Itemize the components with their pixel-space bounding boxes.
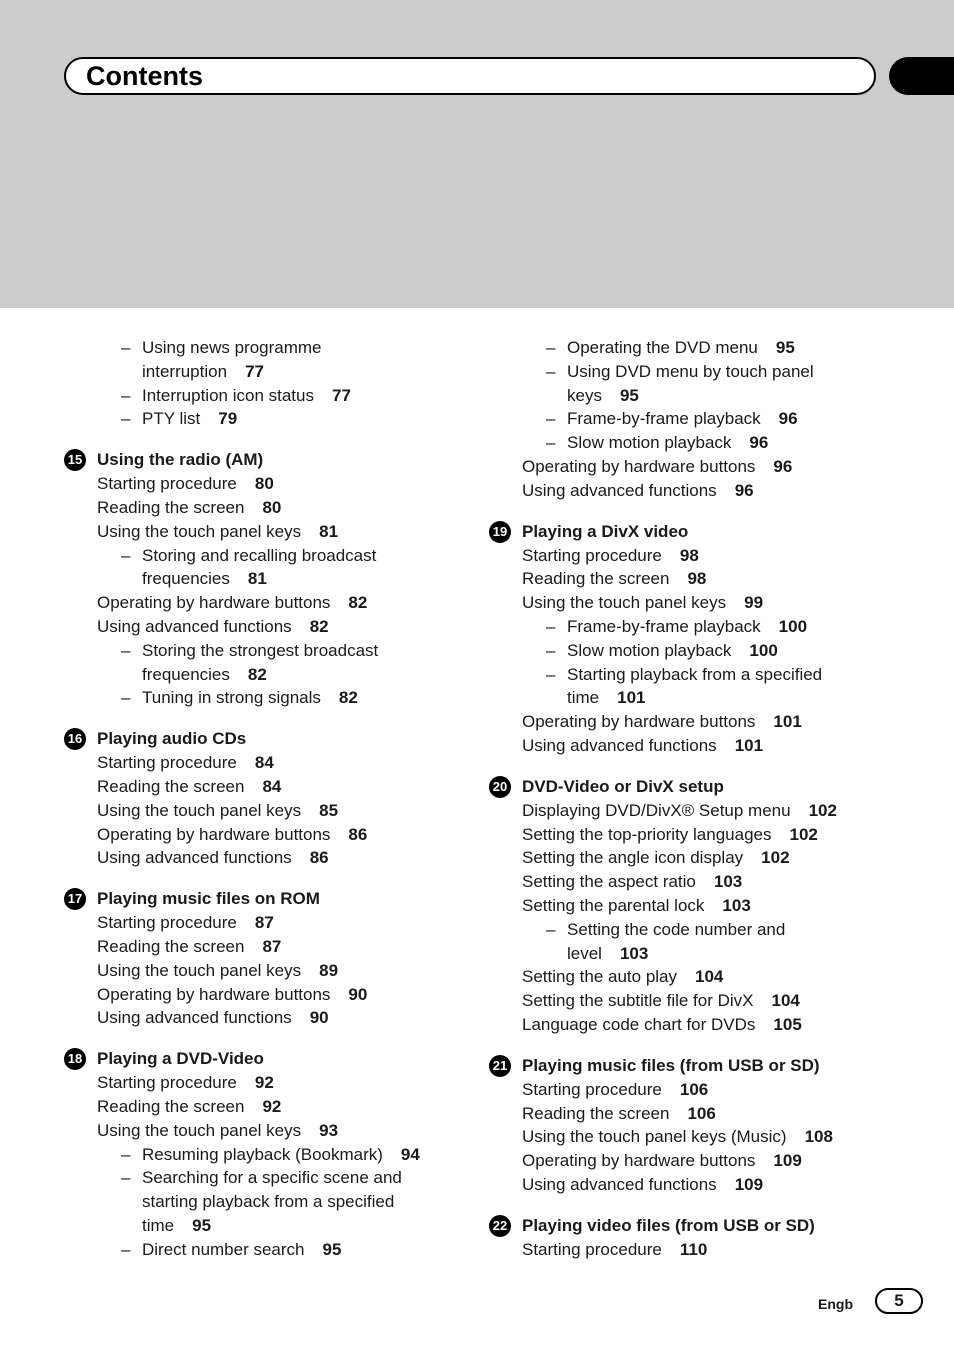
entry-page-number: 106 bbox=[687, 1103, 716, 1123]
section-tab-marker bbox=[889, 57, 954, 95]
section-number-badge: 16 bbox=[64, 728, 86, 750]
dash-bullet: – bbox=[121, 688, 131, 708]
entry-text: Using advanced functions bbox=[522, 480, 717, 500]
toc-subentry[interactable] bbox=[64, 663, 464, 687]
toc-right-column bbox=[489, 336, 889, 1279]
section-heading[interactable] bbox=[489, 1214, 889, 1238]
entry-text: Using advanced functions bbox=[522, 1174, 717, 1194]
footer-page-number: 5 bbox=[875, 1288, 923, 1314]
dash-bullet: – bbox=[121, 640, 131, 660]
section-heading[interactable] bbox=[64, 727, 464, 751]
dash-bullet: – bbox=[121, 545, 131, 565]
dash-bullet: – bbox=[546, 433, 556, 453]
toc-entry[interactable] bbox=[64, 1095, 464, 1119]
entry-text: Using the touch panel keys bbox=[522, 593, 727, 613]
entry-page-number: 87 bbox=[254, 913, 274, 933]
entry-text: Using news programme bbox=[142, 338, 322, 357]
footer-language-code: Engb bbox=[818, 1296, 853, 1312]
entry-text: Operating by hardware buttons bbox=[97, 593, 331, 613]
toc-subentry[interactable] bbox=[489, 360, 889, 384]
section-number-badge: 22 bbox=[489, 1215, 511, 1237]
entry-text: Setting the angle icon display bbox=[522, 848, 744, 868]
toc-entry[interactable] bbox=[489, 1102, 889, 1126]
dash-bullet: – bbox=[546, 919, 556, 939]
entry-page-number: 108 bbox=[804, 1127, 833, 1147]
entry-text: Direct number search bbox=[142, 1239, 305, 1259]
entry-text: starting playback from a specified bbox=[142, 1192, 395, 1212]
toc-entry[interactable] bbox=[489, 1078, 889, 1102]
entry-text: keys bbox=[567, 385, 602, 405]
toc-entry[interactable] bbox=[489, 894, 889, 918]
entry-text: Starting procedure bbox=[522, 1079, 662, 1099]
toc-subentry[interactable] bbox=[64, 567, 464, 591]
entry-text: Searching for a specific scene and bbox=[142, 1168, 402, 1188]
entry-text: Reading the screen bbox=[522, 569, 670, 589]
entry-text: Slow motion playback bbox=[567, 433, 732, 453]
toc-section bbox=[64, 448, 464, 710]
toc-entry[interactable] bbox=[64, 496, 464, 520]
toc-entry[interactable] bbox=[489, 544, 889, 568]
header-band bbox=[0, 0, 954, 308]
section-number-badge: 17 bbox=[64, 888, 86, 910]
toc-subentry[interactable] bbox=[64, 407, 464, 431]
toc-entry[interactable] bbox=[64, 520, 464, 544]
entry-page-number: 94 bbox=[400, 1144, 420, 1164]
toc-entry[interactable] bbox=[64, 799, 464, 823]
entry-text: Frame-by-frame playback bbox=[567, 616, 761, 636]
entry-text: time bbox=[142, 1215, 175, 1235]
section-heading[interactable] bbox=[64, 887, 464, 911]
entry-page-number: 95 bbox=[775, 338, 795, 357]
toc-subentry[interactable] bbox=[489, 407, 889, 431]
entry-page-number: 87 bbox=[262, 936, 282, 956]
entry-text: Frame-by-frame playback bbox=[567, 409, 761, 429]
entry-page-number: 101 bbox=[773, 712, 802, 732]
dash-bullet: – bbox=[121, 1168, 131, 1188]
entry-page-number: 96 bbox=[773, 456, 793, 476]
entry-text: Using the touch panel keys bbox=[97, 960, 302, 980]
toc-subentry[interactable] bbox=[64, 1166, 464, 1190]
entry-text: Setting the parental lock bbox=[522, 895, 705, 915]
entry-page-number: 80 bbox=[254, 474, 274, 494]
toc-entry[interactable] bbox=[489, 1013, 889, 1037]
section-title: Playing video files (from USB or SD) bbox=[522, 1215, 815, 1235]
toc-left-column bbox=[64, 336, 464, 1279]
toc-section bbox=[64, 336, 464, 431]
entry-page-number: 82 bbox=[338, 688, 358, 708]
toc-entry[interactable] bbox=[64, 1071, 464, 1095]
page-title: Contents bbox=[86, 61, 203, 91]
toc-entry[interactable] bbox=[489, 455, 889, 479]
toc-entry[interactable] bbox=[489, 710, 889, 734]
toc-section bbox=[489, 1214, 889, 1262]
entry-text: Setting the auto play bbox=[522, 967, 678, 987]
entry-page-number: 98 bbox=[687, 569, 707, 589]
toc-entry[interactable] bbox=[64, 751, 464, 775]
section-number-badge: 19 bbox=[489, 521, 511, 543]
dash-bullet: – bbox=[546, 616, 556, 636]
entry-page-number: 99 bbox=[744, 593, 764, 613]
entry-page-number: 92 bbox=[262, 1096, 282, 1116]
entry-page-number: 103 bbox=[722, 895, 751, 915]
section-heading[interactable] bbox=[489, 775, 889, 799]
toc-entry[interactable] bbox=[64, 1006, 464, 1030]
entry-text: Operating by hardware buttons bbox=[522, 456, 756, 476]
toc-subentry[interactable] bbox=[64, 1238, 464, 1262]
dash-bullet: – bbox=[121, 1239, 131, 1259]
entry-page-number: 100 bbox=[749, 640, 778, 660]
entry-text: Using the touch panel keys bbox=[97, 1120, 302, 1140]
entry-text: Resuming playback (Bookmark) bbox=[142, 1144, 383, 1164]
toc-section bbox=[64, 727, 464, 870]
entry-page-number: 80 bbox=[262, 497, 282, 517]
entry-page-number: 95 bbox=[322, 1239, 342, 1259]
entry-page-number: 86 bbox=[309, 848, 329, 868]
toc-entry[interactable] bbox=[64, 959, 464, 983]
section-number-badge: 20 bbox=[489, 776, 511, 798]
toc-subentry[interactable] bbox=[64, 639, 464, 663]
entry-page-number: 109 bbox=[734, 1174, 764, 1194]
toc-entry[interactable] bbox=[64, 472, 464, 496]
entry-page-number: 89 bbox=[319, 960, 339, 980]
entry-text: Starting procedure bbox=[522, 545, 662, 565]
entry-text: Using advanced functions bbox=[97, 616, 292, 636]
entry-text: time bbox=[567, 688, 600, 708]
entry-text: Operating by hardware buttons bbox=[522, 1151, 756, 1171]
toc-entry[interactable] bbox=[489, 591, 889, 615]
entry-text: Using the touch panel keys bbox=[97, 521, 302, 541]
entry-page-number: 90 bbox=[348, 984, 368, 1004]
section-title: Playing a DVD-Video bbox=[97, 1049, 264, 1069]
entry-page-number: 81 bbox=[319, 521, 339, 541]
section-number-badge: 15 bbox=[64, 449, 86, 471]
entry-text: Using the touch panel keys bbox=[97, 800, 302, 820]
toc-entry[interactable] bbox=[489, 1149, 889, 1173]
section-heading[interactable] bbox=[489, 1054, 889, 1078]
entry-page-number: 110 bbox=[679, 1239, 708, 1259]
entry-page-number: 96 bbox=[749, 433, 769, 453]
entry-page-number: 77 bbox=[331, 385, 351, 405]
entry-page-number: 82 bbox=[309, 616, 329, 636]
toc-section bbox=[489, 336, 889, 503]
section-title: Playing music files (from USB or SD) bbox=[522, 1055, 820, 1075]
toc-entry[interactable] bbox=[489, 846, 889, 870]
toc-entry[interactable] bbox=[489, 965, 889, 989]
entry-page-number: 101 bbox=[734, 735, 764, 755]
entry-page-number: 104 bbox=[695, 967, 724, 987]
entry-text: interruption bbox=[142, 361, 228, 381]
entry-text: Using advanced functions bbox=[522, 735, 717, 755]
entry-page-number: 98 bbox=[679, 545, 699, 565]
toc-subentry[interactable] bbox=[489, 942, 889, 966]
entry-page-number: 103 bbox=[619, 943, 649, 963]
toc-subentry[interactable] bbox=[489, 639, 889, 663]
toc-subentry[interactable] bbox=[64, 336, 464, 360]
section-title: Playing audio CDs bbox=[97, 729, 247, 749]
entry-page-number: 81 bbox=[247, 569, 267, 589]
toc-subentry[interactable] bbox=[489, 336, 889, 360]
entry-text: Setting the aspect ratio bbox=[522, 872, 696, 892]
toc-subentry[interactable] bbox=[489, 431, 889, 455]
toc-entry[interactable] bbox=[489, 799, 889, 823]
section-title: Playing a DivX video bbox=[522, 521, 689, 541]
toc-entry[interactable] bbox=[64, 1119, 464, 1143]
section-heading[interactable] bbox=[64, 448, 464, 472]
toc-entry[interactable] bbox=[489, 989, 889, 1013]
dash-bullet: – bbox=[121, 338, 131, 357]
entry-text: Displaying DVD/DivX® Setup menu bbox=[522, 800, 791, 820]
dash-bullet: – bbox=[546, 640, 556, 660]
toc-entry[interactable] bbox=[64, 591, 464, 615]
toc-section bbox=[489, 775, 889, 1037]
entry-text: Reading the screen bbox=[97, 936, 245, 956]
entry-text: Setting the subtitle file for DivX bbox=[522, 991, 754, 1011]
toc-subentry[interactable] bbox=[489, 686, 889, 710]
entry-text: Operating by hardware buttons bbox=[522, 712, 756, 732]
entry-text: Storing and recalling broadcast bbox=[142, 545, 377, 565]
section-title: Playing music files on ROM bbox=[97, 889, 320, 909]
entry-text: Interruption icon status bbox=[142, 385, 314, 405]
toc-entry[interactable] bbox=[64, 911, 464, 935]
entry-text: PTY list bbox=[142, 409, 201, 429]
dash-bullet: – bbox=[546, 338, 556, 357]
entry-page-number: 82 bbox=[348, 593, 368, 613]
entry-page-number: 82 bbox=[247, 664, 267, 684]
entry-page-number: 105 bbox=[773, 1014, 802, 1034]
entry-text: Starting procedure bbox=[97, 913, 237, 933]
toc-entry[interactable] bbox=[489, 567, 889, 591]
toc-subentry[interactable] bbox=[489, 663, 889, 687]
section-title: Using the radio (AM) bbox=[97, 450, 264, 470]
entry-text: Starting procedure bbox=[97, 753, 237, 773]
toc-subentry[interactable] bbox=[64, 384, 464, 408]
entry-text: Using advanced functions bbox=[97, 1008, 292, 1028]
toc-subentry[interactable] bbox=[64, 1190, 464, 1214]
toc-entry[interactable] bbox=[489, 479, 889, 503]
entry-page-number: 84 bbox=[262, 776, 282, 796]
entry-text: Tuning in strong signals bbox=[142, 688, 321, 708]
toc-subentry[interactable] bbox=[64, 686, 464, 710]
toc-section bbox=[489, 1054, 889, 1197]
toc-entry[interactable] bbox=[489, 870, 889, 894]
toc-section bbox=[64, 887, 464, 1030]
contents-title-frame bbox=[64, 57, 876, 95]
entry-text: Reading the screen bbox=[97, 776, 245, 796]
entry-text: Using advanced functions bbox=[97, 848, 292, 868]
entry-page-number: 106 bbox=[679, 1079, 709, 1099]
entry-page-number: 102 bbox=[789, 824, 818, 844]
entry-page-number: 103 bbox=[713, 872, 743, 892]
entry-page-number: 85 bbox=[319, 800, 339, 820]
dash-bullet: – bbox=[121, 1144, 131, 1164]
entry-page-number: 86 bbox=[348, 824, 368, 844]
entry-page-number: 109 bbox=[773, 1151, 802, 1171]
entry-text: Storing the strongest broadcast bbox=[142, 640, 379, 660]
section-heading[interactable] bbox=[489, 520, 889, 544]
entry-page-number: 96 bbox=[778, 409, 798, 429]
entry-text: Operating by hardware buttons bbox=[97, 984, 331, 1004]
toc-entry[interactable] bbox=[489, 1238, 889, 1262]
entry-page-number: 90 bbox=[309, 1008, 329, 1028]
toc-entry[interactable] bbox=[64, 846, 464, 870]
entry-text: Starting procedure bbox=[97, 1073, 237, 1093]
entry-text: Reading the screen bbox=[522, 1103, 670, 1123]
toc-subentry[interactable] bbox=[64, 1214, 464, 1238]
entry-page-number: 101 bbox=[617, 688, 646, 708]
section-heading[interactable] bbox=[64, 1047, 464, 1071]
toc-entry[interactable] bbox=[64, 823, 464, 847]
entry-text: Setting the code number and bbox=[567, 919, 786, 939]
entry-text: Starting procedure bbox=[522, 1239, 662, 1259]
dash-bullet: – bbox=[546, 664, 556, 684]
entry-text: Language code chart for DVDs bbox=[522, 1014, 756, 1034]
entry-page-number: 100 bbox=[778, 616, 808, 636]
dash-bullet: – bbox=[546, 361, 556, 381]
toc-subentry[interactable] bbox=[489, 918, 889, 942]
toc-subentry[interactable] bbox=[489, 384, 889, 408]
toc-subentry[interactable] bbox=[64, 360, 464, 384]
section-number-badge: 18 bbox=[64, 1048, 86, 1070]
entry-text: Operating the DVD menu bbox=[567, 338, 758, 357]
entry-text: level bbox=[567, 943, 602, 963]
toc-entry[interactable] bbox=[64, 935, 464, 959]
entry-page-number: 102 bbox=[761, 848, 790, 868]
entry-text: Starting procedure bbox=[97, 474, 237, 494]
entry-page-number: 93 bbox=[319, 1120, 339, 1140]
entry-text: Setting the top-priority languages bbox=[522, 824, 772, 844]
entry-text: frequencies bbox=[142, 569, 230, 589]
dash-bullet: – bbox=[121, 409, 131, 429]
toc-subentry[interactable] bbox=[489, 615, 889, 639]
entry-page-number: 96 bbox=[734, 480, 754, 500]
section-number-badge: 21 bbox=[489, 1055, 511, 1077]
entry-text: Operating by hardware buttons bbox=[97, 824, 331, 844]
toc-subentry[interactable] bbox=[64, 1143, 464, 1167]
toc-entry[interactable] bbox=[64, 615, 464, 639]
entry-page-number: 84 bbox=[254, 753, 274, 773]
dash-bullet: – bbox=[121, 385, 131, 405]
entry-text: Reading the screen bbox=[97, 1096, 245, 1116]
entry-page-number: 95 bbox=[192, 1215, 212, 1235]
entry-page-number: 104 bbox=[771, 991, 800, 1011]
toc-entry[interactable] bbox=[489, 734, 889, 758]
entry-text: Using DVD menu by touch panel bbox=[567, 361, 814, 381]
toc-subentry[interactable] bbox=[64, 544, 464, 568]
toc-section bbox=[489, 520, 889, 758]
toc-entry[interactable] bbox=[64, 983, 464, 1007]
toc-entry[interactable] bbox=[489, 1173, 889, 1197]
dash-bullet: – bbox=[546, 409, 556, 429]
section-title: DVD-Video or DivX setup bbox=[522, 776, 724, 796]
entry-text: frequencies bbox=[142, 664, 230, 684]
entry-page-number: 77 bbox=[245, 361, 264, 381]
toc-entry[interactable] bbox=[64, 775, 464, 799]
toc-entry[interactable] bbox=[489, 823, 889, 847]
entry-page-number: 92 bbox=[254, 1073, 274, 1093]
toc-section bbox=[64, 1047, 464, 1261]
entry-page-number: 95 bbox=[619, 385, 639, 405]
entry-text: Reading the screen bbox=[97, 497, 245, 517]
toc-entry[interactable] bbox=[489, 1125, 889, 1149]
entry-text: Starting playback from a specified bbox=[567, 664, 823, 684]
entry-page-number: 79 bbox=[218, 409, 238, 429]
entry-text: Using the touch panel keys (Music) bbox=[522, 1127, 787, 1147]
entry-text: Slow motion playback bbox=[567, 640, 732, 660]
entry-page-number: 102 bbox=[808, 800, 837, 820]
